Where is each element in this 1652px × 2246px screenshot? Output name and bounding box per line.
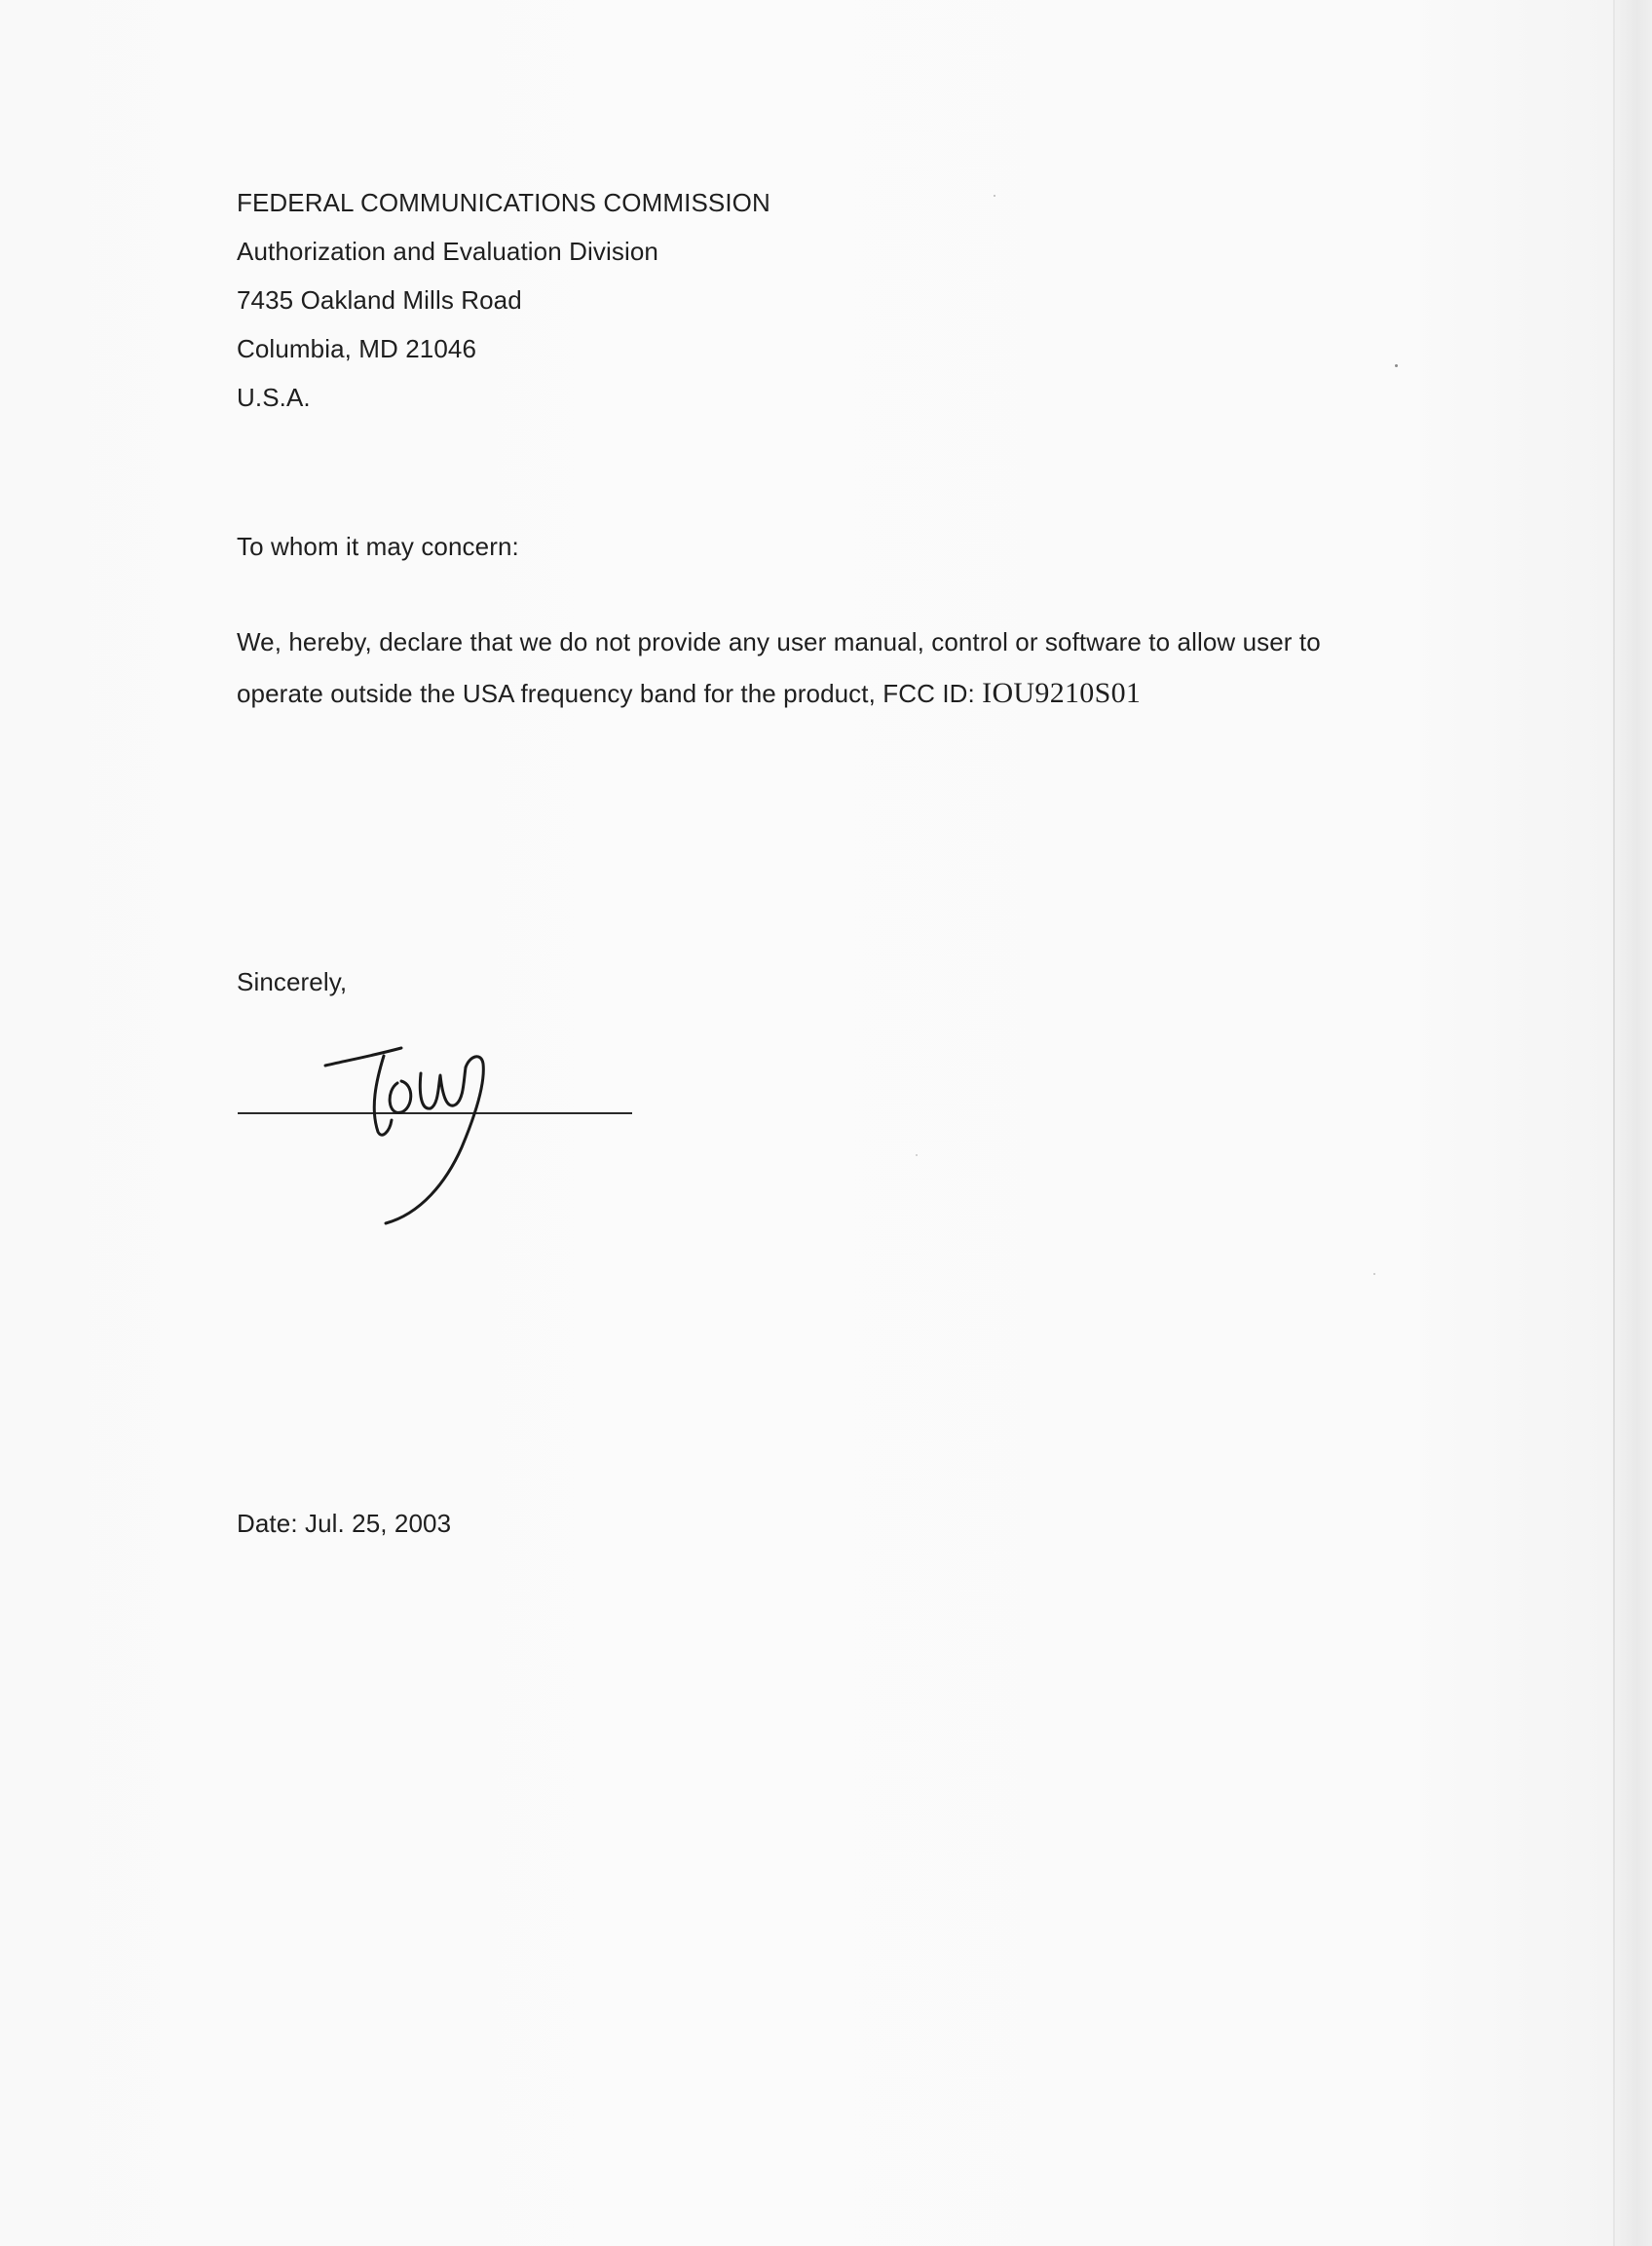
- body-line-2: [237, 677, 1141, 710]
- handwritten-signature: [312, 1023, 536, 1237]
- fcc-id: IOU9210S01: [982, 677, 1142, 709]
- scan-shadow-edge: [1615, 0, 1652, 2246]
- scan-shadow-line: [1613, 0, 1615, 2246]
- recipient-division: Authorization and Evaluation Division: [237, 237, 658, 266]
- scan-speck: [1373, 1273, 1375, 1275]
- recipient-country: U.S.A.: [237, 383, 311, 412]
- letter-date: Date: Jul. 25, 2003: [237, 1509, 452, 1538]
- scan-speck: [1395, 364, 1398, 367]
- salutation: To whom it may concern:: [237, 532, 519, 561]
- recipient-city: Columbia, MD 21046: [237, 334, 477, 363]
- scan-speck: [916, 1154, 918, 1156]
- scan-speck: [994, 195, 995, 197]
- body-line-2-text: operate outside the USA frequency band for the product, FCC ID:: [237, 679, 983, 708]
- recipient-organization: FEDERAL COMMUNICATIONS COMMISSION: [237, 188, 770, 217]
- recipient-street: 7435 Oakland Mills Road: [237, 285, 522, 315]
- body-line-1: We, hereby, declare that we do not provide any user manual, control or software to allow user to: [237, 627, 1321, 656]
- closing: Sincerely,: [237, 967, 348, 996]
